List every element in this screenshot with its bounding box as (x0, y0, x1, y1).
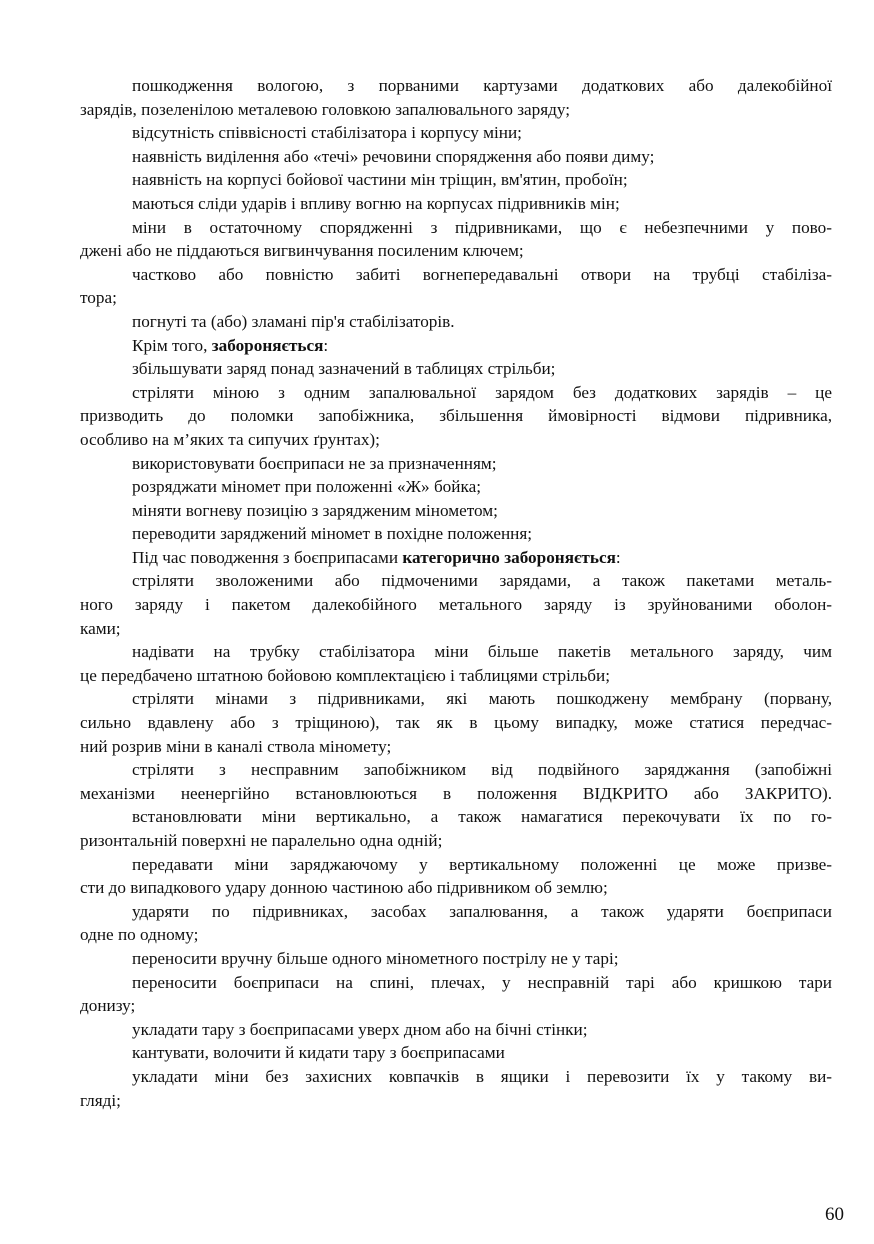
text-line: укладати міни без захисних ковпачків в ящики і перевозити їх у такому ви- (132, 1066, 832, 1086)
text-line: частково або повністю забиті вогнепередавальні отвори на трубці стабіліза- (132, 264, 832, 284)
text-line: донизу; (80, 996, 136, 1016)
text-line: гляді; (80, 1090, 121, 1110)
text-line: тора; (80, 288, 117, 308)
text-line: ризонтальній поверхні не паралельно одна одній; (80, 831, 443, 850)
text-line: переносити боєприпаси на спині, плечах, у несправній тарі або кришкою тари (132, 972, 832, 992)
text-line: кантувати, волочити й кидати тару з боєприпасами (132, 1043, 505, 1063)
text-line: стріляти мінами з підривниками, які мають пошкоджену мембрану (порвану, (132, 689, 832, 709)
text-line: встановлювати міни вертикально, а також намагатися перекочувати їх по го- (132, 807, 832, 827)
text-line: наявність виділення або «течі» речовини спорядження або появи диму; (132, 146, 655, 166)
text-line: сильно вдавлену або з тріщиною), так як в цьому випадку, може статися передчас- (80, 713, 832, 733)
text-line: маються сліди ударів і впливу вогню на корпусах підривників мін; (132, 193, 620, 213)
text-line: передавати міни заряджаючому у вертикальному положенні це може призве- (132, 854, 832, 874)
text-line: стріляти зволоженими або підмоченими зарядами, а також пакетами металь- (132, 571, 832, 591)
text-line: ками; (80, 618, 121, 638)
text-line: джені або не піддаються вигвинчування посиленим ключем; (80, 241, 524, 261)
text-line: сти до випадкового удару донною частиною або підривником об землю; (80, 878, 608, 898)
text-line (80, 546, 832, 570)
text-line: використовувати боєприпаси не за призначенням; (132, 453, 497, 473)
text-line: ний розрив міни в каналі ствола міномету; (80, 736, 392, 756)
text-line: укладати тару з боєприпасами уверх дном або на бічні стінки; (132, 1019, 588, 1039)
text-line: це передбачено штатною бойовою комплектацією і таблицями стрільби; (80, 665, 610, 685)
bold-emphasis: забороняється (211, 335, 324, 355)
text-line: переводити заряджений міномет в похідне положення; (132, 524, 533, 544)
text-line: надівати на трубку стабілізатора міни більше пакетів метального заряду, чим (132, 642, 832, 662)
text-line: відсутність співвісності стабілізатора і корпусу міни; (132, 123, 522, 143)
text-line: міняти вогневу позицію з зарядженим мінометом; (132, 500, 498, 520)
text-line (80, 334, 832, 358)
text-line: ударяти по підривниках, засобах запалювання, а також ударяти боєприпаси (132, 901, 832, 921)
text-line: зарядів, позеленілою металевою головкою запалювального заряду; (80, 99, 571, 119)
text-line: ного заряду і пакетом далекобійного метального заряду із зруйнованими оболон- (80, 595, 832, 615)
text-line: особливо на м’яких та сипучих ґрунтах); (80, 429, 380, 449)
text-segment: : (323, 335, 329, 355)
text-line: одне по одному; (80, 925, 199, 945)
text-line: переносити вручну більше одного мінометного пострілу не у тарі; (132, 948, 619, 968)
text-line: розряджати міномет при положенні «Ж» бойка; (132, 477, 481, 497)
text-segment: : (615, 547, 621, 567)
page-number: 60 (825, 1204, 844, 1225)
text-line: стріляти міною з одним запалювальної зарядом без додаткових зарядів – це (132, 382, 832, 402)
text-line: наявність на корпусі бойової частини мін тріщин, вм'ятин, пробоїн; (132, 170, 628, 190)
text-line: призводить до поломки запобіжника, збільшення ймовірності відмови підривника, (80, 406, 832, 426)
text-line: механізми неенергійно встановлюються в положення ВІДКРИТО або ЗАКРИТО). (80, 783, 832, 803)
document-body (80, 74, 832, 1112)
text-line: міни в остаточному спорядженні з підривниками, що є небезпечними у пово- (132, 217, 832, 237)
text-line: погнуті та (або) зламані пір'я стабілізаторів. (132, 311, 455, 331)
text-line: збільшувати заряд понад зазначений в таблицях стрільби; (132, 359, 556, 379)
text-line: пошкодження вологою, з порваними картузами додаткових або далекобійної (132, 76, 832, 95)
text-segment: Під час поводження з боєприпасами (132, 547, 403, 567)
text-line: стріляти з несправним запобіжником від подвійного заряджання (запобіжні (132, 760, 832, 780)
text-segment: Крім того, (132, 335, 212, 355)
bold-emphasis: категорично забороняється (402, 547, 616, 567)
